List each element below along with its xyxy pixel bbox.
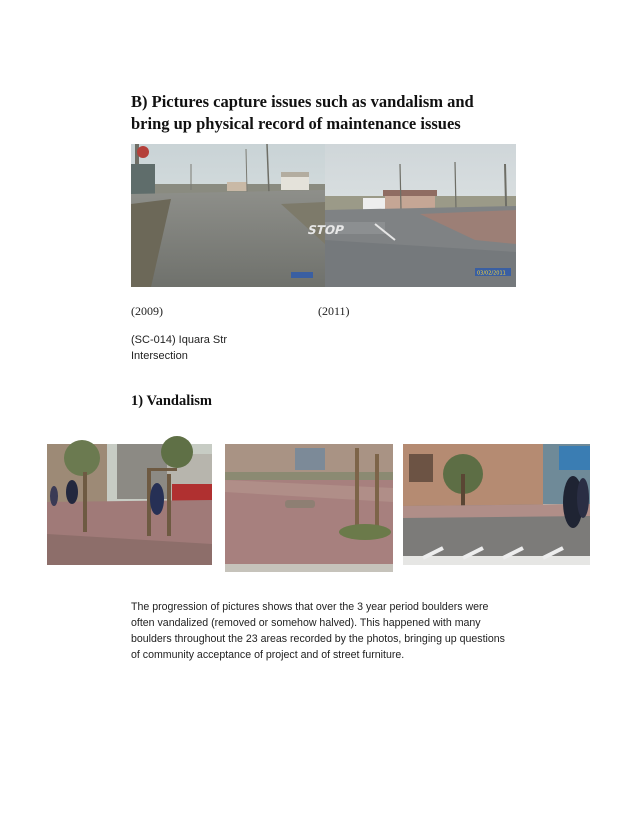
site-label xyxy=(131,332,227,364)
paragraph-line: boulders throughout the 23 areas recorded by the photos, bringing up questions xyxy=(131,633,505,645)
vandalism-photo-2 xyxy=(225,444,393,572)
vandalism-heading: 1) Vandalism xyxy=(131,393,212,409)
vandalism-photo-1 xyxy=(47,444,212,565)
paragraph-line: of community acceptance of project and of street furniture. xyxy=(131,649,405,661)
paragraph-line: The progression of pictures shows that over the 3 year period boulders were xyxy=(131,601,489,613)
vandalism-description xyxy=(131,599,551,663)
section-heading-line-2: bring up physical record of maintenance issues xyxy=(131,114,461,133)
caption-2011: (2011) xyxy=(318,304,350,318)
street-photo-2011 xyxy=(306,144,516,287)
section-heading xyxy=(131,91,531,135)
site-label-line-1: (SC-014) Iquara Str xyxy=(131,334,227,346)
site-label-line-2: Intersection xyxy=(131,350,188,362)
vandalism-photo-3 xyxy=(403,444,590,565)
caption-2009: (2009) xyxy=(131,304,163,318)
stop-road-marking: STOP xyxy=(306,223,346,237)
photo-date-stamp: 03/02/2011 xyxy=(477,270,506,277)
street-photo-2009 xyxy=(131,144,325,287)
paragraph-line: often vandalized (removed or somehow halved). This happened with many xyxy=(131,617,481,629)
section-heading-line-1: B) Pictures capture issues such as vandalism and xyxy=(131,92,474,111)
